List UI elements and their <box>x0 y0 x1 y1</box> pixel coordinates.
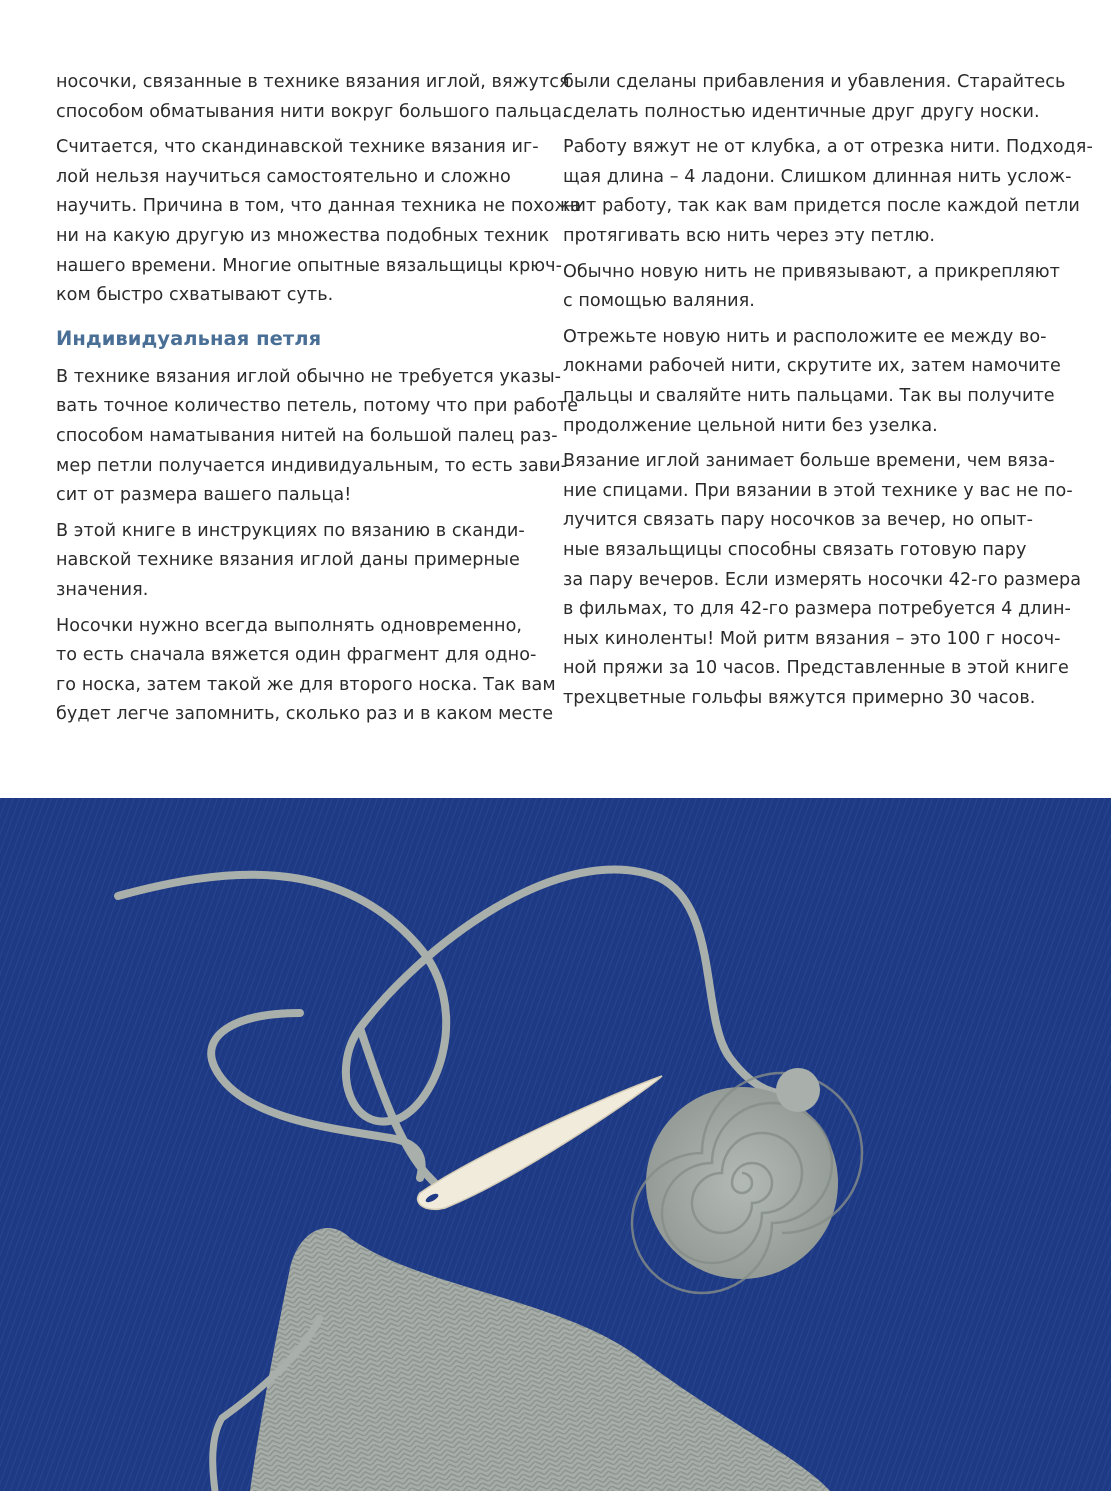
knitting-photo <box>0 798 1111 1491</box>
text-line: научить. Причина в том, что данная техника не похожа <box>56 196 582 217</box>
text-line: Вязание иглой занимает больше времени, чем вяза- <box>563 451 1055 472</box>
text-line: В технике вязания иглой обычно не требуется указы- <box>56 366 562 387</box>
text-line: сделать полностью идентичные друг другу носки. <box>563 101 1040 122</box>
text-line: будет легче запомнить, сколько раз и в каком месте <box>56 704 554 725</box>
text-line: способом наматывания нитей на большой палец раз- <box>56 425 558 446</box>
text-line: то есть сначала вяжется один фрагмент для одно- <box>56 645 537 666</box>
text-line: навской технике вязания иглой даны примерные <box>56 550 520 571</box>
text-line: нит работу, так как вам придется после каждой петли <box>563 196 1080 217</box>
text-line: В этой книге в инструкциях по вязанию в сканди- <box>56 520 525 541</box>
paragraph <box>56 363 579 511</box>
text-line: продолжение цельной нити без узелка. <box>563 415 938 436</box>
text-line: ные вязальщицы способны связать готовую пару <box>563 539 1027 560</box>
paragraph <box>56 133 582 311</box>
photo-illustration <box>0 798 1111 1491</box>
text-line: Отрежьте новую нить и расположите ее между во- <box>563 326 1047 347</box>
text-line: с помощью валяния. <box>563 291 755 312</box>
text-line: Носочки нужно всегда выполнять одновременно, <box>56 615 523 636</box>
text-line: в фильмах, то для 42-го размера потребуется 4 длин- <box>563 599 1071 620</box>
paragraph <box>563 133 1093 251</box>
paragraph <box>56 612 556 730</box>
right-column <box>563 68 1093 719</box>
text-line: носочки, связанные в технике вязания иглой, вяжутся <box>56 72 570 92</box>
text-line: Считается, что скандинавской технике вязания иг- <box>56 137 539 158</box>
text-line: за пару вечеров. Если измерять носочки 42-го размера <box>563 569 1082 590</box>
text-line: мер петли получается индивидуальным, то есть зави- <box>56 455 567 476</box>
text-line: локнами рабочей нити, скрутите их, затем намочите <box>563 356 1061 377</box>
text-line: ных киноленты! Мой ритм вязания – это 100 г носоч- <box>563 628 1061 649</box>
paragraph <box>56 68 570 127</box>
paragraph <box>563 68 1066 127</box>
text-line: пальцы и сваляйте нить пальцами. Так вы получите <box>563 385 1055 406</box>
text-line: Обычно новую нить не привязывают, а прикрепляют <box>563 261 1060 282</box>
text-line: ком быстро схватывают суть. <box>56 285 334 306</box>
text-line: значения. <box>56 579 149 600</box>
paragraph <box>563 447 1082 713</box>
text-line: лучится связать пару носочков за вечер, но опыт- <box>563 510 1033 531</box>
text-line: Работу вяжут не от клубка, а от отрезка нити. Подходя- <box>563 137 1093 158</box>
text-line: лой нельзя научиться самостоятельно и сложно <box>56 166 511 187</box>
text-line: ной пряжи за 10 часов. Представленные в этой книге <box>563 658 1069 679</box>
text-line: сит от размера вашего пальца! <box>56 485 352 506</box>
paragraph <box>56 517 541 606</box>
text-line: вать точное количество петель, потому что при работе <box>56 396 579 417</box>
text-line: ние спицами. При вязании в этой технике у вас не по- <box>563 480 1073 501</box>
text-line: протягивать всю нить через эту петлю. <box>563 225 936 246</box>
text-line: трехцветные гольфы вяжутся примерно 30 часов. <box>563 687 1036 708</box>
text-line: го носка, затем такой же для второго носка. Так вам <box>56 674 556 695</box>
left-column <box>56 68 582 736</box>
paragraph <box>563 323 1061 441</box>
text-line: нашего времени. Многие опытные вязальщицы крюч- <box>56 255 563 276</box>
section-heading: Индивидуальная петля <box>56 326 322 350</box>
text-line: ни на какую другую из множества подобных техник <box>56 225 550 246</box>
text-line: щая длина – 4 ладони. Слишком длинная нить услож- <box>563 166 1072 187</box>
paragraph <box>563 258 1060 317</box>
text-line: способом обматывания нити вокруг большого пальца. <box>56 101 568 122</box>
text-line: были сделаны прибавления и убавления. Старайтесь <box>563 72 1066 92</box>
